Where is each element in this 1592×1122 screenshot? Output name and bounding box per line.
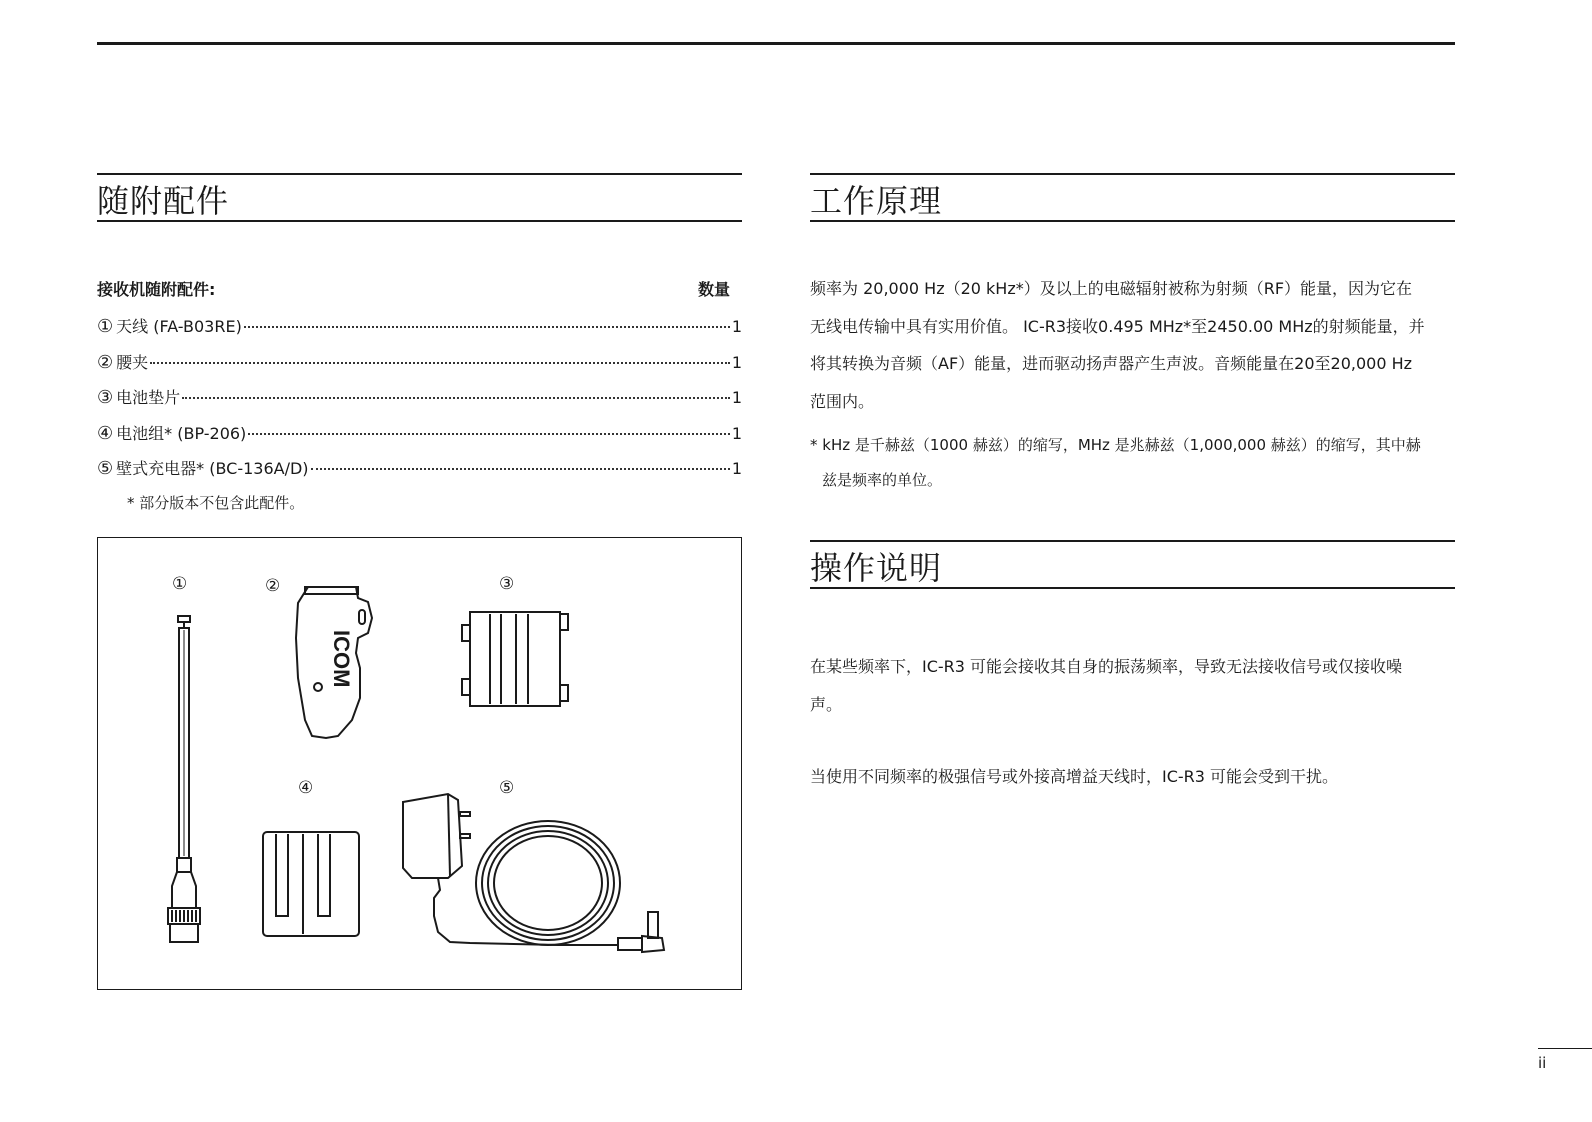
- accessory-label: 天线 (FA-B03RE): [116, 317, 242, 336]
- paragraph-line: 将其转换为音频（AF）能量，进而驱动扬声器产生声波。音频能量在20至20,000 Hz: [810, 354, 1413, 373]
- accessory-item: [97, 385, 742, 421]
- clip-logo: ICOM: [329, 630, 354, 688]
- figure-label: ⑤: [499, 778, 515, 798]
- accessory-item: [97, 421, 742, 457]
- page-number: ii: [1538, 1054, 1547, 1072]
- accessories-header-label: 接收机随附配件:: [97, 280, 216, 299]
- accessories-header-qty: 数量: [697, 280, 730, 299]
- instructions-section: [810, 540, 1455, 589]
- belt-clip-icon: [296, 587, 372, 738]
- accessories-title-bar: [97, 173, 742, 222]
- accessory-label: 腰夹: [116, 352, 149, 372]
- battery-spacer-icon: [462, 612, 568, 706]
- paragraph-line: 无线电传输中具有实用价值。 IC-R3接收0.495 MHz*至2450.00 MHz的射频能量，并: [810, 316, 1425, 336]
- accessory-number: ④: [97, 422, 114, 444]
- accessory-number: ②: [97, 351, 114, 373]
- leader-dots: [248, 433, 730, 435]
- operating-principle-paragraph: [810, 270, 1455, 420]
- instructions-paragraph-2: 当使用不同频率的极强信号或外接高增益天线时，IC-R3 可能会受到干扰。: [810, 767, 1339, 786]
- paragraph-line: 范围内。: [810, 391, 875, 411]
- figure-label: ④: [298, 778, 314, 798]
- accessory-number: ③: [97, 387, 114, 408]
- leader-dots: [150, 362, 730, 364]
- paragraph-line: 声。: [810, 694, 843, 714]
- page-number-rule: [1538, 1048, 1592, 1049]
- antenna-icon: [168, 616, 200, 942]
- instructions-title: 操作说明: [810, 549, 943, 587]
- accessory-number: ①: [97, 316, 114, 337]
- accessory-qty: 1: [731, 459, 742, 478]
- operating-principle-title-bar: [810, 173, 1455, 222]
- operating-principle-title: 工作原理: [810, 182, 943, 220]
- accessories-header: [97, 277, 730, 300]
- accessories-list: [97, 314, 742, 492]
- accessory-label: 电池垫片: [116, 388, 181, 407]
- accessory-qty: 1: [731, 388, 742, 407]
- accessories-note: * 部分版本不包含此配件。: [127, 494, 305, 512]
- accessory-item: [97, 314, 742, 350]
- paragraph-line: 频率为 20,000 Hz（20 kHz*）及以上的电磁辐射被称为射频（RF）能量，因为它在: [810, 279, 1413, 298]
- leader-dots: [311, 468, 730, 470]
- accessory-item: [97, 350, 742, 386]
- top-rule: [97, 42, 1455, 45]
- accessory-qty: 1: [731, 352, 742, 372]
- accessories-title: 随附配件: [97, 182, 230, 220]
- accessories-illustration: [98, 538, 743, 991]
- paragraph-line: 在某些频率下，IC-R3 可能会接收其自身的振荡频率，导致无法接收信号或仅接收噪: [810, 657, 1403, 676]
- leader-dots: [182, 397, 730, 399]
- battery-pack-icon: [263, 832, 359, 936]
- accessory-item: [97, 456, 742, 492]
- accessories-figure: [97, 537, 742, 990]
- operating-principle-footnote: [810, 428, 1455, 498]
- footnote-line: * kHz 是千赫兹（1000 赫兹）的缩写，MHz 是兆赫兹（1,000,000 赫兹）的缩写，其中赫: [810, 436, 1421, 454]
- accessories-section: [97, 173, 742, 222]
- operating-principle-section: [810, 173, 1455, 222]
- footnote-line: 兹是频率的单位。: [822, 471, 943, 489]
- wall-charger-icon: [403, 794, 664, 952]
- accessory-label: 壁式充电器* (BC-136A/D): [116, 459, 309, 478]
- accessory-qty: 1: [731, 423, 742, 443]
- accessory-qty: 1: [731, 317, 742, 336]
- accessory-label: 电池组* (BP-206): [116, 423, 247, 443]
- figure-label: ③: [499, 574, 515, 594]
- leader-dots: [244, 326, 730, 328]
- instructions-paragraph-1: [810, 648, 1455, 723]
- figure-label: ①: [172, 574, 188, 594]
- figure-label: ②: [265, 576, 281, 596]
- accessory-number: ⑤: [97, 458, 114, 479]
- instructions-title-bar: [810, 540, 1455, 589]
